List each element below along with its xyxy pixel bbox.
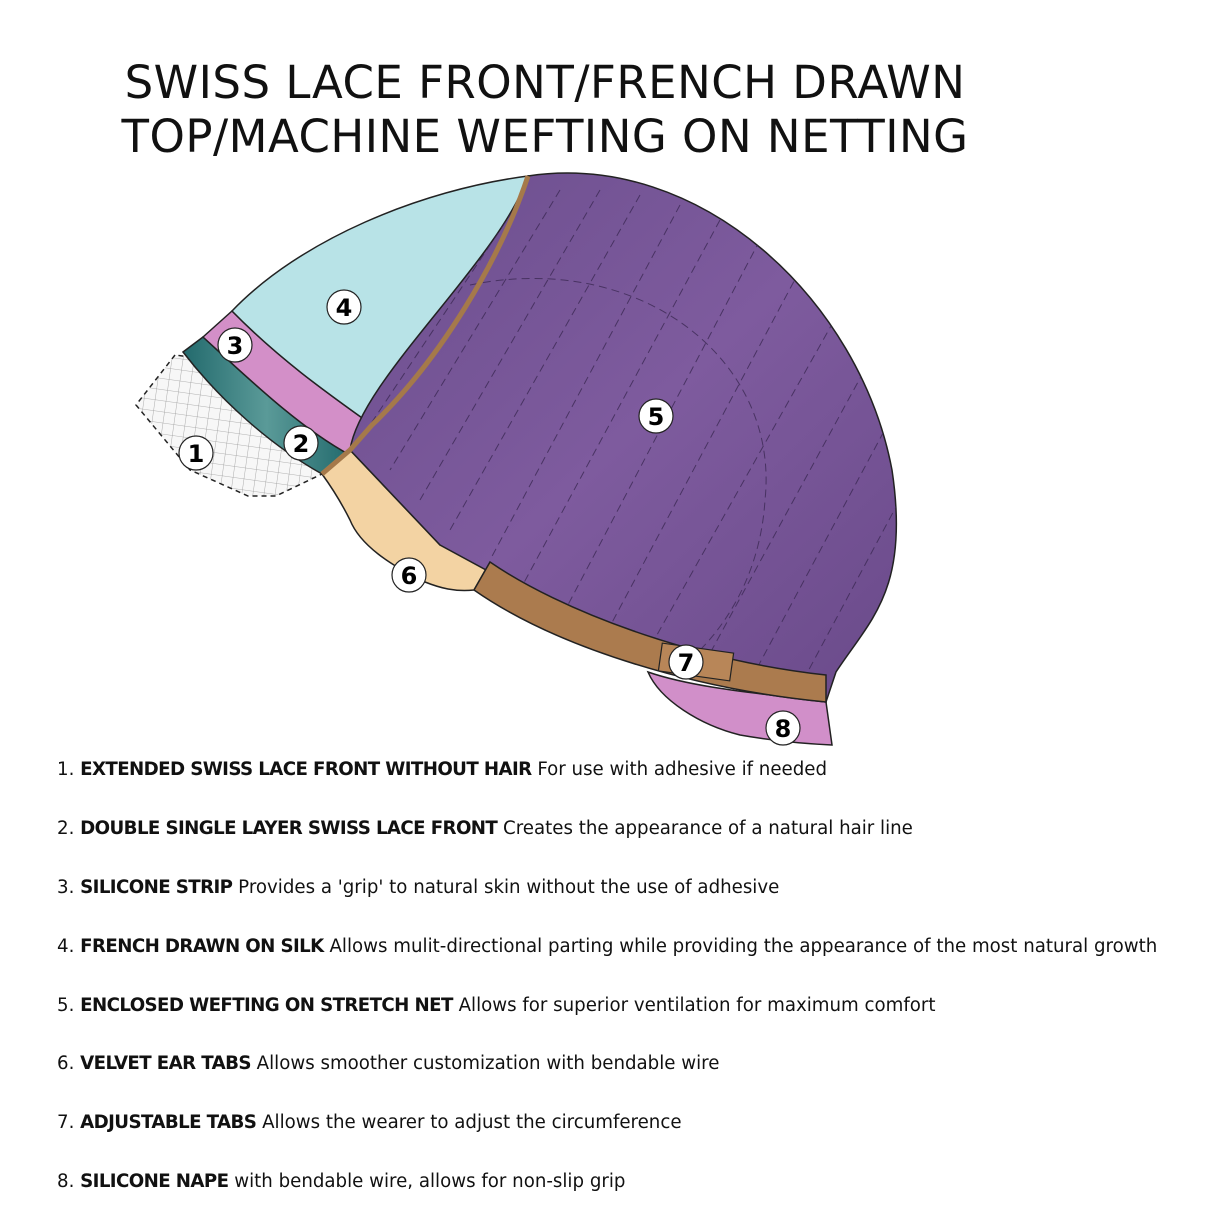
marker-2 [284, 426, 318, 460]
legend-item-1 [57, 757, 1207, 816]
legend-description: For use with adhesive if needed [537, 759, 827, 780]
marker-5 [639, 399, 673, 433]
marker-7 [669, 645, 703, 679]
marker-6 [392, 558, 426, 592]
legend-description: with bendable wire, allows for non-slip grip [234, 1171, 626, 1193]
legend-part-name: ADJUSTABLE TABS [80, 1112, 257, 1134]
marker-3 [218, 328, 252, 362]
legend-description: Allows smoother customization with bendable wire [256, 1053, 720, 1075]
legend-part-name: EXTENDED SWISS LACE FRONT WITHOUT HAIR [80, 759, 532, 780]
svg-text:7: 7 [677, 649, 695, 677]
marker-8 [766, 711, 800, 745]
svg-text:3: 3 [226, 332, 244, 360]
legend-number: 4. [57, 935, 75, 957]
legend-part-name: SILICONE NAPE [80, 1171, 229, 1193]
legend-description: Allows for superior ventilation for maximum comfort [458, 994, 936, 1016]
legend-number: 3. [57, 876, 75, 898]
legend-number: 7. [57, 1112, 75, 1134]
legend-item-5 [57, 993, 1207, 1052]
svg-text:6: 6 [400, 562, 418, 590]
legend-description: Allows the wearer to adjust the circumference [262, 1112, 682, 1134]
legend-number: 1. [57, 759, 75, 780]
svg-text:2: 2 [292, 430, 310, 458]
legend-description: Provides a 'grip' to natural skin without the use of adhesive [238, 876, 780, 898]
legend-item-3 [57, 875, 1207, 934]
marker-4 [327, 290, 361, 324]
legend-description: Creates the appearance of a natural hair line [503, 817, 913, 839]
marker-1 [179, 436, 213, 470]
title-line-2: TOP/MACHINE WEFTING ON NETTING [121, 110, 969, 163]
legend-number: 2. [57, 817, 75, 839]
legend-description: Allows mulit-directional parting while providing the appearance of the most natural growth [329, 935, 1158, 957]
svg-text:1: 1 [187, 440, 205, 468]
legend-number: 8. [57, 1171, 75, 1193]
legend-item-2 [57, 816, 1207, 875]
legend-part-name: DOUBLE SINGLE LAYER SWISS LACE FRONT [80, 817, 498, 839]
legend-part-name: VELVET EAR TABS [80, 1053, 251, 1075]
legend-part-name: ENCLOSED WEFTING ON STRETCH NET [80, 994, 453, 1016]
svg-text:4: 4 [335, 294, 353, 322]
svg-text:8: 8 [774, 715, 792, 743]
legend-item-8 [57, 1169, 1207, 1228]
legend-item-6 [57, 1051, 1207, 1110]
title-line-1: SWISS LACE FRONT/FRENCH DRAWN [124, 56, 966, 109]
legend-part-name: FRENCH DRAWN ON SILK [80, 935, 324, 957]
svg-text:5: 5 [647, 403, 665, 431]
legend-list [57, 757, 1207, 1228]
legend-number: 5. [57, 994, 75, 1016]
legend-part-name: SILICONE STRIP [80, 876, 233, 898]
legend-item-7 [57, 1110, 1207, 1169]
legend-item-4 [57, 934, 1207, 993]
legend-number: 6. [57, 1053, 75, 1075]
